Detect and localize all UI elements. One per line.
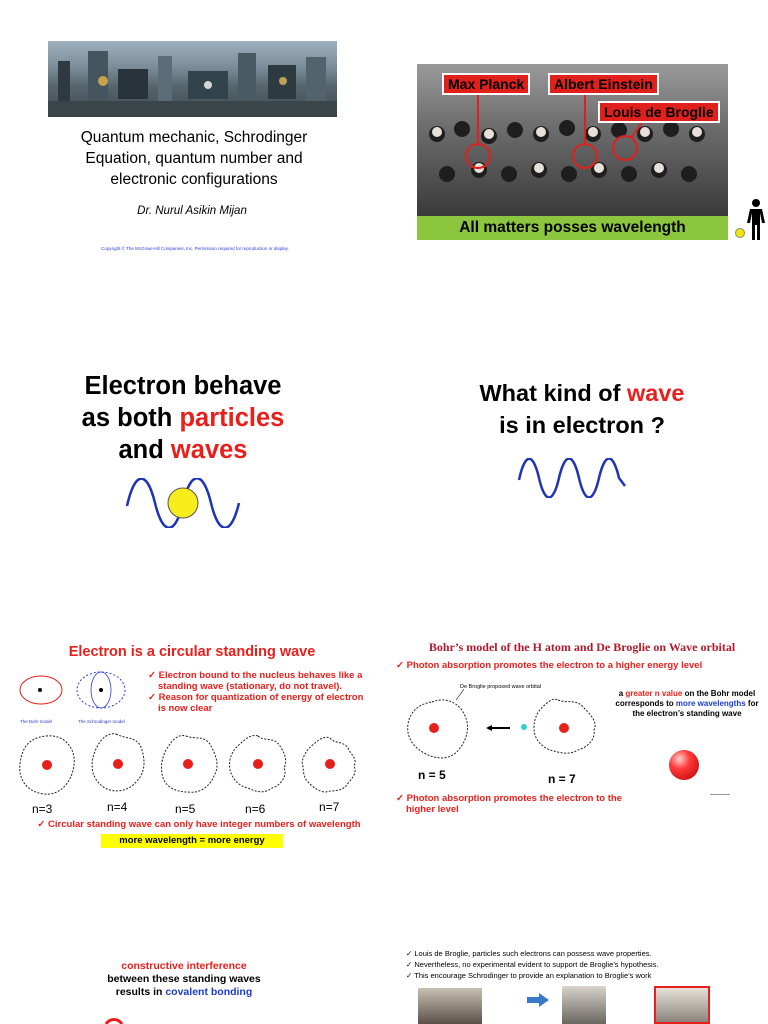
slide3-line-1: Electron behave (84, 372, 282, 400)
schrodinger-portrait (654, 986, 710, 1024)
wave-with-particle-icon (125, 478, 243, 528)
title-line-2: Equation, quantum number and (85, 150, 303, 167)
copyright-notice: Copyright © The McGraw-Hill Companies, Inc. Permission required for reproduction or display. (101, 246, 289, 251)
slide6-bullet-top: ✓ Photon absorption promotes the electron to a higher energy level (396, 660, 703, 671)
slide-particle-wave (0, 340, 384, 570)
slide7-line-1: constructive interference (121, 960, 247, 972)
banner (417, 216, 728, 240)
red-sphere-icon (669, 750, 699, 780)
label-albert-einstein: Albert Einstein (548, 73, 659, 95)
label-max-planck: Max Planck (442, 73, 530, 95)
slide-what-wave (384, 340, 768, 570)
person-silhouette-icon (746, 198, 766, 242)
n-label-7: n=7 (319, 800, 340, 814)
n-label-5: n=5 (175, 802, 196, 816)
slide3-heading (0, 370, 366, 466)
divider-line (710, 794, 730, 795)
lab-photo (48, 41, 337, 117)
einstein-portrait (562, 986, 606, 1024)
n-label-4: n=4 (107, 800, 128, 814)
slide5-bottom-bullet: ✓ Circular standing wave can only have integer numbers of wavelength (37, 819, 361, 830)
wave-icon (517, 458, 629, 498)
slide4-heading (384, 377, 768, 441)
yellow-dot-icon (735, 228, 745, 238)
arrow-right-icon (527, 993, 549, 1007)
title-line-3: electronic configurations (110, 171, 278, 188)
de-broglie-portrait (418, 988, 482, 1024)
orbital-diagram (398, 686, 608, 768)
slide7-line-2: between these standing waves (107, 973, 261, 985)
slide6-side-note: a greater n value on the Bohr model corresponds to more wavelengths for the electron’s standing wave (615, 689, 759, 718)
lab-equipment-image (48, 41, 337, 117)
interference-orbit-icon (102, 1018, 142, 1024)
bohr-model-caption: The Bohr model (20, 719, 53, 724)
slide5-highlight: more wavelength = more energy (101, 834, 283, 848)
slide3-line-3: and waves (118, 436, 248, 464)
author: Dr. Nurul Asikin Mijan (137, 205, 247, 217)
slide7-text (84, 960, 284, 999)
n-right-label: n = 7 (548, 772, 576, 786)
n-label-3: n=3 (32, 802, 53, 816)
slide5-bullet-2: ✓ Reason for quantization of energy of electron is now clear (148, 692, 364, 714)
slide6-title: Bohr’s model of the H atom and De Broglie on Wave orbital (428, 640, 736, 654)
slide8-bullet-3: ✓ This encourage Schrodinger to provide an explanation to Broglie’s work (406, 971, 652, 980)
n-left-label: n = 5 (418, 768, 446, 782)
slide-title (0, 0, 384, 300)
slide-bohr-de-broglie (384, 630, 768, 860)
slide-schrodinger-motivation (384, 940, 768, 1024)
slide5-bullet-1: ✓ Electron bound to the nucleus behaves like a standing wave (stationary, do not travel). (148, 670, 363, 692)
slide-title-text (30, 127, 358, 190)
banner-text: All matters posses wavelength (459, 219, 686, 236)
slide7-line-3: results in covalent bonding (115, 986, 253, 998)
n-label-6: n=6 (245, 802, 266, 816)
slide3-line-2: as both particles (81, 404, 285, 432)
schrodinger-model-icon (74, 668, 128, 712)
slide-scientists (384, 0, 768, 300)
slide-circular-standing-wave (0, 630, 384, 860)
slide8-bullet-1: ✓ Louis de Broglie, particles such electrons can possess wave properties. (406, 949, 652, 958)
standing-wave-orbits (14, 730, 370, 800)
orbital-caption: De Broglie proposed wave orbital (460, 684, 542, 690)
title-line-1: Quantum mechanic, Schrodinger (80, 129, 308, 146)
schrodinger-model-caption: The Schrodinger model (78, 719, 125, 724)
label-louis-de-broglie: Louis de Broglie (598, 101, 720, 123)
slide6-bullet-bottom: ✓ Photon absorption promotes the electron to the higher level (396, 793, 622, 815)
slide4-line-1: What kind of wave (479, 380, 685, 406)
slide-interference (0, 940, 384, 1024)
slide4-line-2: is in electron ? (499, 412, 665, 438)
slide8-bullets (406, 948, 766, 981)
slide8-bullet-2: ✓ Nevertheless, no experimental evident to support de Broglie’s hypothesis. (406, 960, 659, 969)
slide5-title: Electron is a circular standing wave (68, 644, 316, 660)
bohr-model-icon (18, 674, 64, 706)
slide5-bullets (148, 670, 364, 714)
